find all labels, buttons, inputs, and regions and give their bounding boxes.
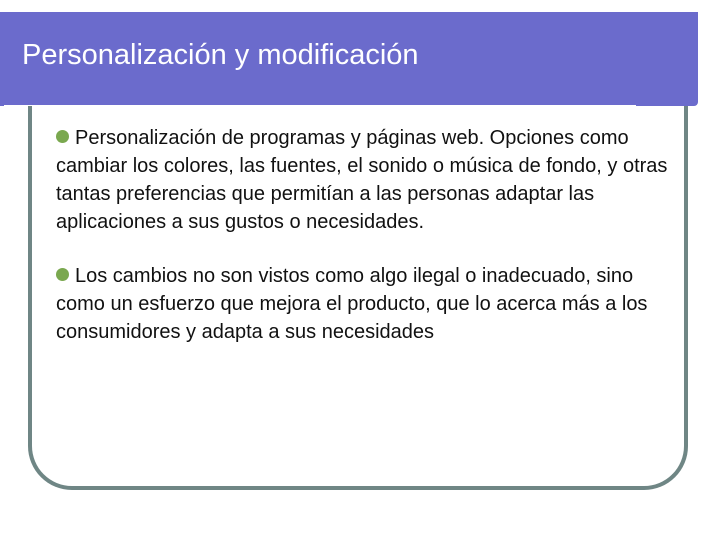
bullet-text: Los cambios no son vistos como algo ilegal o inadecuado, sino como un esfuerzo que mejora el producto, que lo acerca más a los consumidores y adapta a sus necesidades [56, 265, 648, 343]
bullet-item [56, 124, 676, 236]
bullet-item [56, 262, 676, 346]
bullet-dot-icon [56, 130, 69, 143]
bullet-dot-icon [56, 268, 69, 281]
slide-title: Personalización y modificación [22, 39, 419, 71]
title-bar [0, 12, 698, 106]
slide-content [56, 124, 676, 372]
bullet-text: Personalización de programas y páginas web. Opciones como cambiar los colores, las fuentes, el sonido o música de fondo, y otras tantas preferencias que permitían a las personas adaptar las aplicaciones a sus gustos o necesidades. [56, 127, 668, 233]
